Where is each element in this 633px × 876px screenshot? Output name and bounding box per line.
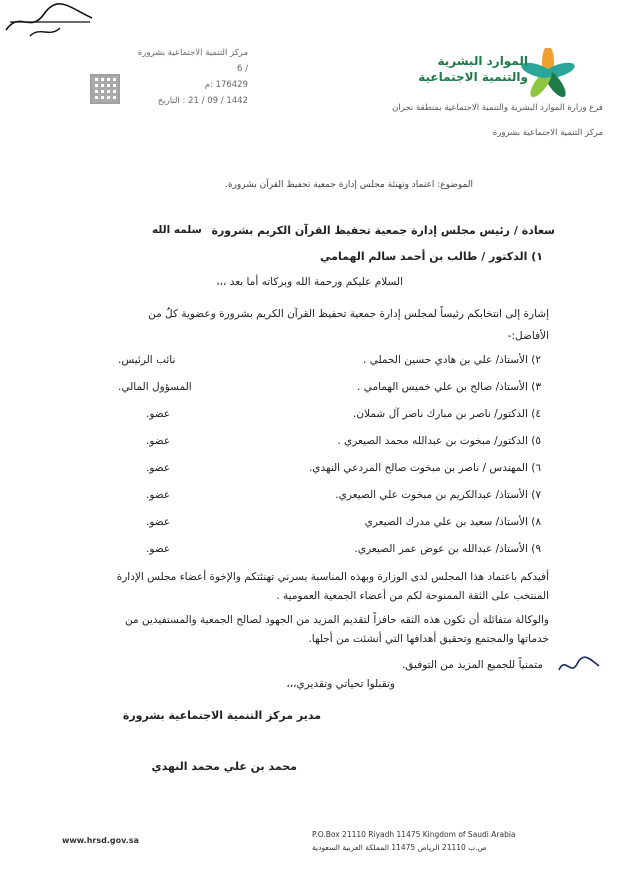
member-role: عضو. [146, 408, 171, 420]
stamp-line-1: مركز التنمية الاجتماعية بشرورة [137, 48, 248, 58]
member-role: نائب الرئيس. [118, 354, 176, 366]
member-name: ٤) الدكتور/ ناصر بن مبارك ناصر آل شملان. [353, 408, 541, 420]
member-role: عضو. [146, 516, 171, 528]
honorific: سلمه الله [152, 224, 202, 236]
website-url: www.hrsd.gov.sa [62, 836, 139, 845]
center-name: مركز التنمية الاجتماعية بشرورة [492, 128, 603, 138]
salutation: السلام عليكم ورحمة الله وبركاته أما بعد ،،، [216, 276, 403, 288]
member-name: ٢) الأستاذ/ علي بن هادي حسين الحملي . [363, 354, 541, 366]
member-name: ٧) الأستاذ/ عبدالكريم بن مبخوت علي الصيعري. [335, 489, 541, 501]
branch-name: فرع وزارة الموارد البشرية والتنمية الاجتماعية بمنطقة نجران [392, 103, 603, 113]
member-role: عضو. [146, 489, 171, 501]
addressee: سعادة / رئيس مجلس إدارة جمعية تحفيظ القرآن الكريم بشرورة [211, 224, 555, 237]
address-arabic: ص.ب 21110 الرياض 11475 المملكة العربية السعودية [312, 843, 487, 852]
member-role: عضو. [146, 543, 171, 555]
hope-line-2: خدماتها والمجتمع وتحقيق أهدافها التي أنشئت من أجلها. [308, 633, 549, 645]
stamp-line-2: / 6 [237, 64, 248, 74]
qr-code-icon [90, 74, 120, 104]
member-role: المسؤول المالي. [118, 381, 192, 393]
signatory-title: مدير مركز التنمية الاجتماعية بشرورة [122, 709, 321, 722]
chairman-name: ١) الدكتور / طالب بن أحمد سالم الهمامي [320, 250, 543, 263]
stamp-number: 176429 :م [204, 80, 248, 90]
regards-line: وتقبلوا تحياتي وتقديري،،، [286, 678, 395, 690]
signature-scrawl-icon [0, 0, 100, 40]
member-name: ٥) الدكتور/ مبخوت بن عبدالله محمد الصيعري . [337, 435, 541, 447]
hope-line-1: والوكالة متفائلة أن تكون هذه الثقه حافزاً لتقديم المزيد من الجهود لصالح الجمعية والمستفيدين من [125, 614, 549, 626]
intro-line-2: الأفاضل:- [507, 330, 549, 342]
wish-line: متمنياً للجميع المزيد من التوفيق. [401, 659, 543, 671]
approval-line-2: المنتخب على الثقة الممنوحة لكم من أعضاء الجمعية العمومية . [276, 590, 549, 602]
approval-line-1: أفيدكم باعتماد هذا المجلس لدى الوزارة وبهذه المناسبة يسرني تهنئتكم والإخوة أعضاء مجلس الإدارة [116, 571, 549, 583]
logo-title-line2: والتنمية الاجتماعية [418, 70, 528, 84]
letter-subject: الموضوع: اعتماد وتهنئة مجلس إدارة جمعية تحفيظ القرآن بشرورة. [224, 180, 473, 190]
signatory-name: محمد بن علي محمد النهدي [151, 760, 297, 773]
address-english: P.O.Box 21110 Riyadh 11475 Kingdom of Saudi Arabia [312, 830, 516, 839]
logo-title-line1: الموارد البشرية [437, 54, 528, 68]
member-name: ٦) المهندس / ناصر بن مبخوت صالح المردعي النهدي. [308, 462, 541, 474]
member-name: ٣) الأستاذ/ صالح بن علي خميس الهمامي . [357, 381, 541, 393]
incoming-stamp [88, 48, 248, 118]
member-role: عضو. [146, 435, 171, 447]
intro-line-1: إشارة إلى انتخابكم رئيساً لمجلس إدارة جمعية تحفيظ القرآن الكريم بشرورة وعضوية كلٌ من [148, 308, 549, 320]
initials-scribble-icon [555, 652, 603, 678]
member-role: عضو. [146, 462, 171, 474]
stamp-date: 1442 / 09 / 21 : التاريخ [157, 96, 248, 106]
member-name: ٨) الأستاذ/ سعيد بن علي مدرك الصيعري [364, 516, 541, 528]
member-name: ٩) الأستاذ/ عبدالله بن عوض عمر الصيعري. [354, 543, 541, 555]
